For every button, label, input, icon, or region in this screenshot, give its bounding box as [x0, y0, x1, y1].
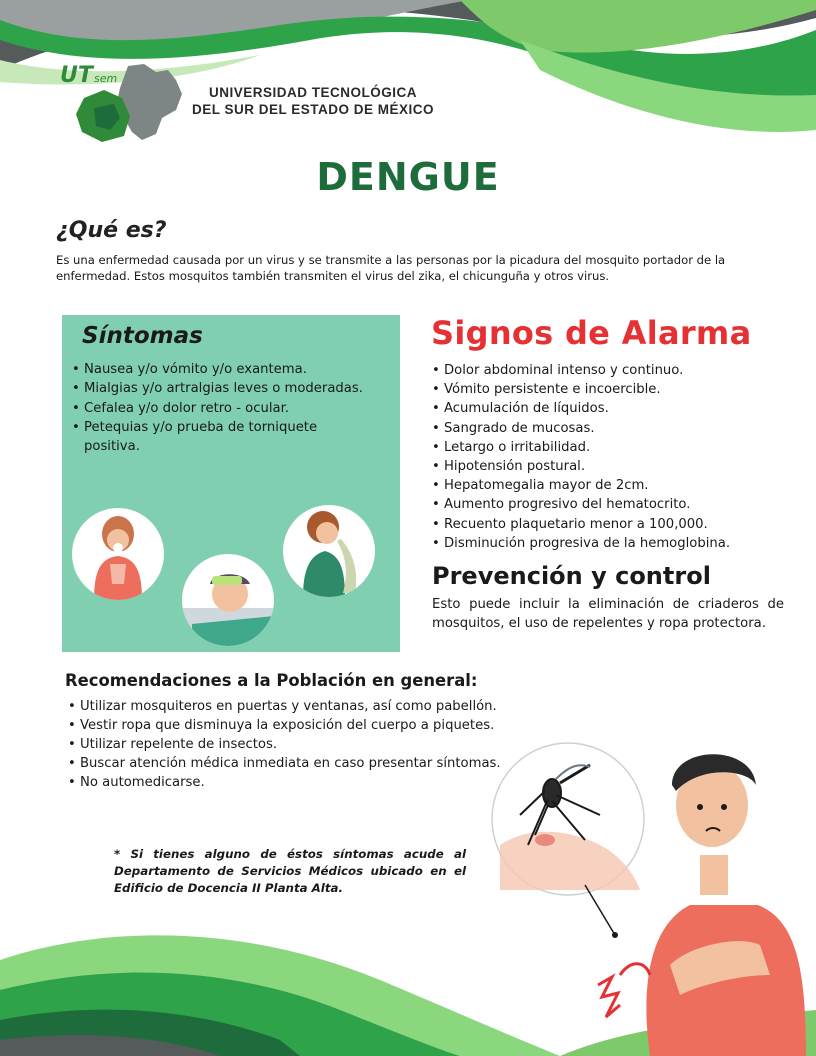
que-es-text: Es una enfermedad causada por un virus y se transmite a las personas por la picadura del mosquito portador de la enfermedad. Estos mosquitos también transmiten el virus del zika, el chicunguña y otros virus.: [56, 253, 726, 283]
list-item: • Cefalea y/o dolor retro - ocular.: [72, 399, 372, 418]
signos-alarma-heading: Signos de Alarma: [431, 314, 752, 352]
svg-text:sem: sem: [94, 72, 118, 85]
university-name-line1: UNIVERSIDAD TECNOLÓGICA: [209, 85, 418, 100]
list-item: • Aumento progresivo del hematocrito.: [432, 495, 792, 514]
list-item: • Recuento plaquetario menor a 100,000.: [432, 515, 792, 534]
list-item: • Acumulación de líquidos.: [432, 399, 792, 418]
list-item: • Buscar atención médica inmediata en caso presentar síntomas.: [68, 754, 588, 773]
nausea-illustration: [72, 508, 164, 600]
recomendaciones-heading: Recomendaciones a la Población en general:: [65, 671, 478, 690]
mosquito-bite-illustration: [490, 735, 816, 1056]
sintomas-list: [72, 360, 372, 456]
list-item: • Sangrado de mucosas.: [432, 419, 792, 438]
list-item: • Hepatomegalia mayor de 2cm.: [432, 476, 792, 495]
medical-services-note: * Si tienes alguno de éstos síntomas acude al Departamento de Servicios Médicos ubicado en el Edificio de Docencia II Planta Alta.: [114, 847, 466, 895]
list-item: • Vómito persistente e incoercible.: [432, 380, 792, 399]
list-item: • Disminución progresiva de la hemoglobina.: [432, 534, 792, 553]
list-item: • Petequias y/o prueba de torniquete positiva.: [72, 418, 372, 457]
fever-illustration: [182, 554, 274, 646]
list-item: • Mialgias y/o artralgias leves o moderadas.: [72, 379, 372, 398]
svg-text:UT: UT: [60, 63, 93, 88]
signos-alarma-list: [432, 361, 792, 553]
list-item: • Hipotensión postural.: [432, 457, 792, 476]
list-item: • Letargo o irritabilidad.: [432, 438, 792, 457]
university-name-line2: DEL SUR DEL ESTADO DE MÉXICO: [192, 102, 435, 117]
list-item: • Vestir ropa que disminuya la exposición del cuerpo a piquetes.: [68, 716, 588, 735]
prevencion-heading: Prevención y control: [432, 562, 711, 590]
sintomas-heading: Síntomas: [82, 323, 203, 349]
list-item: • Nausea y/o vómito y/o exantema.: [72, 360, 372, 379]
utsem-logo: [58, 58, 186, 146]
prevencion-text: Esto puede incluir la eliminación de criaderos de mosquitos, el uso de repelentes y ropa protectora.: [432, 597, 784, 631]
list-item: • Dolor abdominal intenso y continuo.: [432, 361, 792, 380]
vomit-illustration: [283, 505, 375, 597]
list-item: • Utilizar mosquiteros en puertas y ventanas, así como pabellón.: [68, 697, 588, 716]
list-item: • No automedicarse.: [68, 773, 588, 792]
page-title: DENGUE: [316, 155, 500, 199]
university-name: [192, 84, 434, 118]
list-item: • Utilizar repelente de insectos.: [68, 735, 588, 754]
que-es-heading: ¿Qué es?: [56, 218, 167, 243]
